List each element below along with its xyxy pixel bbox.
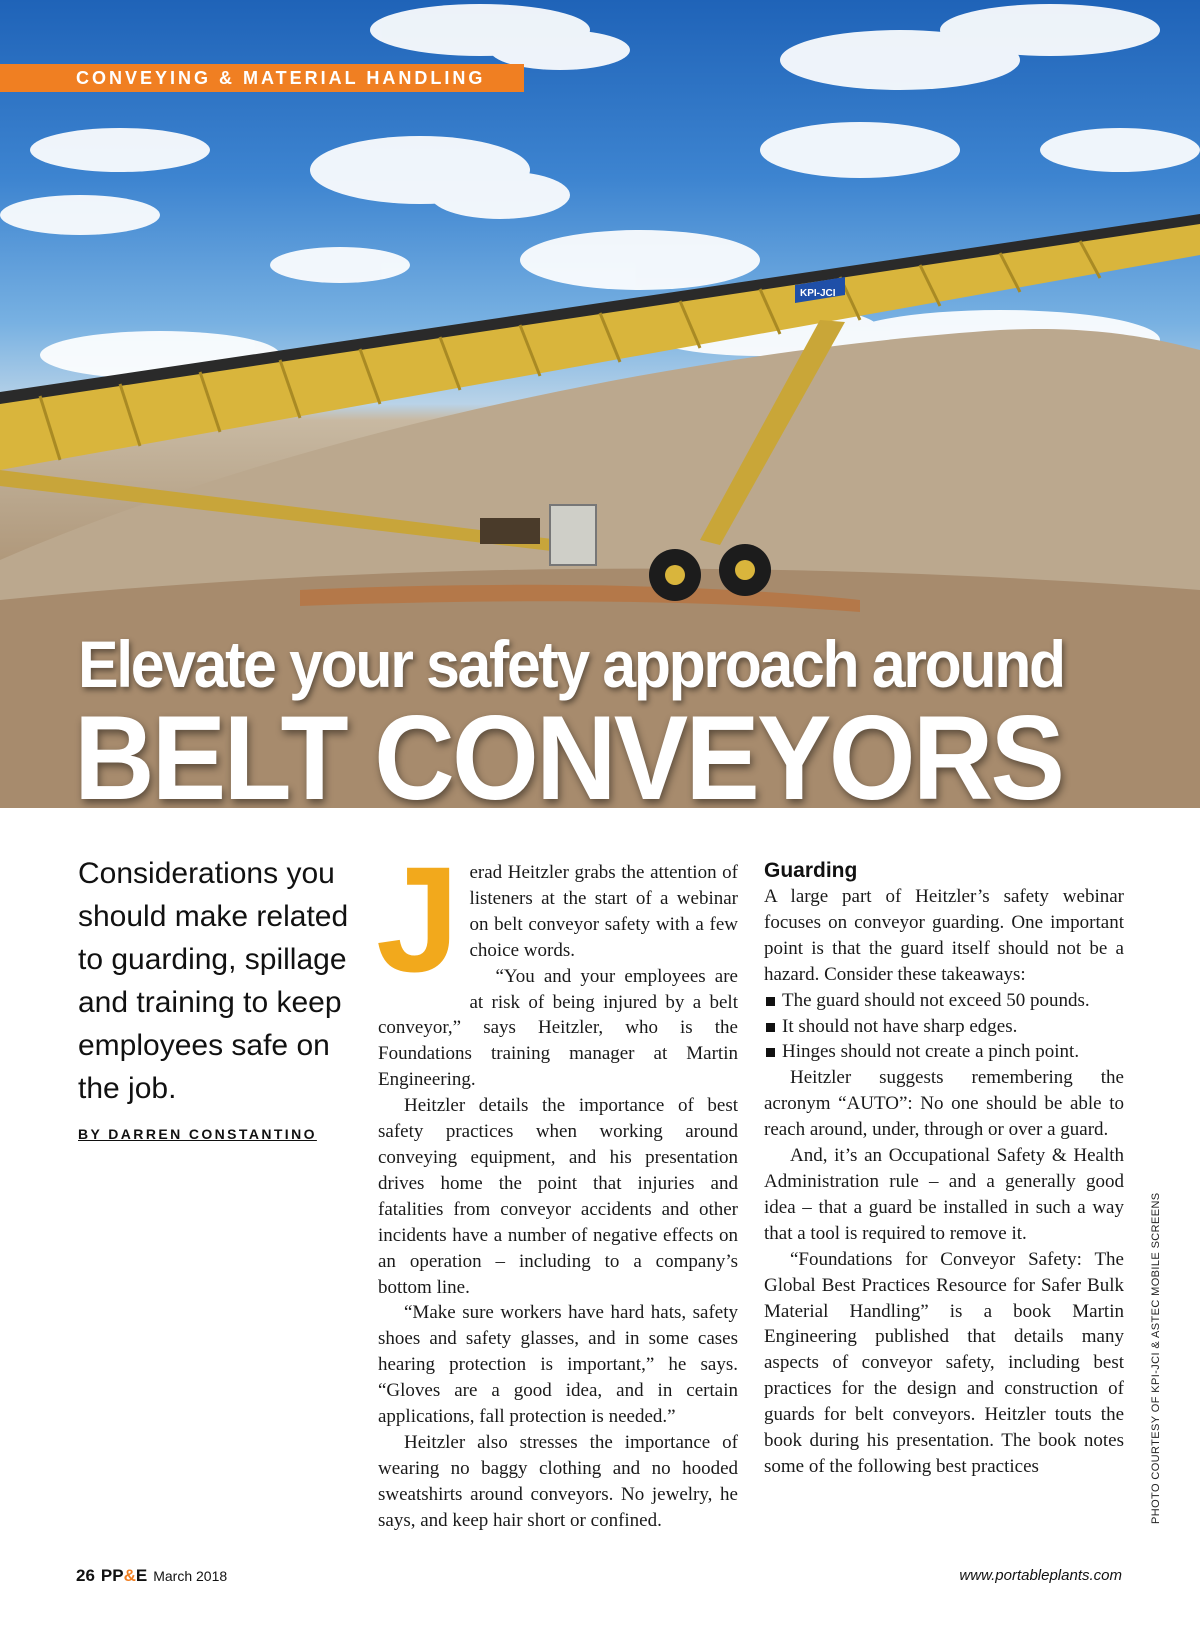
article-paragraph: Heitzler also stresses the importance of wearing no baggy clothing and no hooded sweatshirts around conveyors. No jewelry, he says, and keep hair short or confined. xyxy=(378,1431,738,1531)
article-paragraph: And, it’s an Occupational Safety & Health Administration rule – and a generally good idea – that a guard be installed in such a way that a tool is required to remove it. xyxy=(764,1145,1124,1244)
article-paragraph: Heitzler details the importance of best safety practices when working around conveying equipment, and his presentation drives home the point that injuries and fatalities from conveyor accidents and other incidents have a number of negative effects on an operation – including to a company’s bottom line. xyxy=(378,1095,738,1298)
byline: BY DARREN CONSTANTINO xyxy=(78,1126,317,1142)
hero-photo xyxy=(0,0,1200,808)
footer-folio xyxy=(76,1566,227,1586)
section-tag: CONVEYING & MATERIAL HANDLING xyxy=(0,64,524,92)
article-paragraph: “Foundations for Conveyor Safety: The Global Best Practices Resource for Safer Bulk Material Handling” is a book Martin Engineering published that details many aspects of conveyor safety, including best practices for the design and construction of guards for belt conveyors. Heitzler touts the book during his presentation. The book notes some of the following best practices xyxy=(764,1248,1124,1477)
website-link[interactable]: www.portableplants.com xyxy=(959,1567,1122,1584)
photo-credit: PHOTO COURTESY OF KPI-JCI & ASTEC MOBILE SCREENS xyxy=(1150,1192,1162,1524)
issue-date: March 2018 xyxy=(153,1568,228,1584)
article-paragraph: Jerad Heitzler grabs the attention of listeners at the start of a webinar on belt conveyor safety with a few choice words. xyxy=(378,860,738,964)
article-paragraph: Heitzler suggests remembering the acronym “AUTO”: No one should be able to reach around, under, through or over a guard. xyxy=(764,1067,1124,1141)
headline-line-2: BELT CONVEYORS xyxy=(74,691,1063,808)
drop-cap: J xyxy=(376,835,460,1003)
page-number: 26 xyxy=(76,1566,95,1585)
subhead-guarding: Guarding xyxy=(764,859,858,882)
list-item: The guard should not exceed 50 pounds. xyxy=(764,988,1124,1014)
article-column-1 xyxy=(376,835,738,1534)
article-paragraph: “Make sure workers have hard hats, safety shoes and safety glasses, and in some cases hearing protection is important,” he says. “Gloves are a good idea, and in certain applications, fall protection is needed.” xyxy=(378,1302,738,1428)
article-column-2 xyxy=(764,858,1124,1480)
magazine-brand: PP&E xyxy=(100,1566,148,1585)
takeaways-list xyxy=(764,988,1124,1066)
list-item: Hinges should not create a pinch point. xyxy=(764,1039,1124,1065)
article-paragraph: “You and your employees are at risk of being injured by a belt conveyor,” says Heitzler, who is the Foundations training manager at Martin Engineering. xyxy=(378,965,738,1091)
headline-line-1: Elevate your safety approach around xyxy=(78,627,1064,701)
list-item: It should not have sharp edges. xyxy=(764,1014,1124,1040)
machine-label: KPI-JCI xyxy=(800,288,836,299)
article-deck: Considerations you should make related to guarding, spillage and training to keep employees safe on the job. xyxy=(78,857,349,1105)
article-paragraph: A large part of Heitzler’s safety webinar focuses on conveyor guarding. One important point is that the guard itself should not be a hazard. Consider these takeaways: xyxy=(764,886,1124,985)
